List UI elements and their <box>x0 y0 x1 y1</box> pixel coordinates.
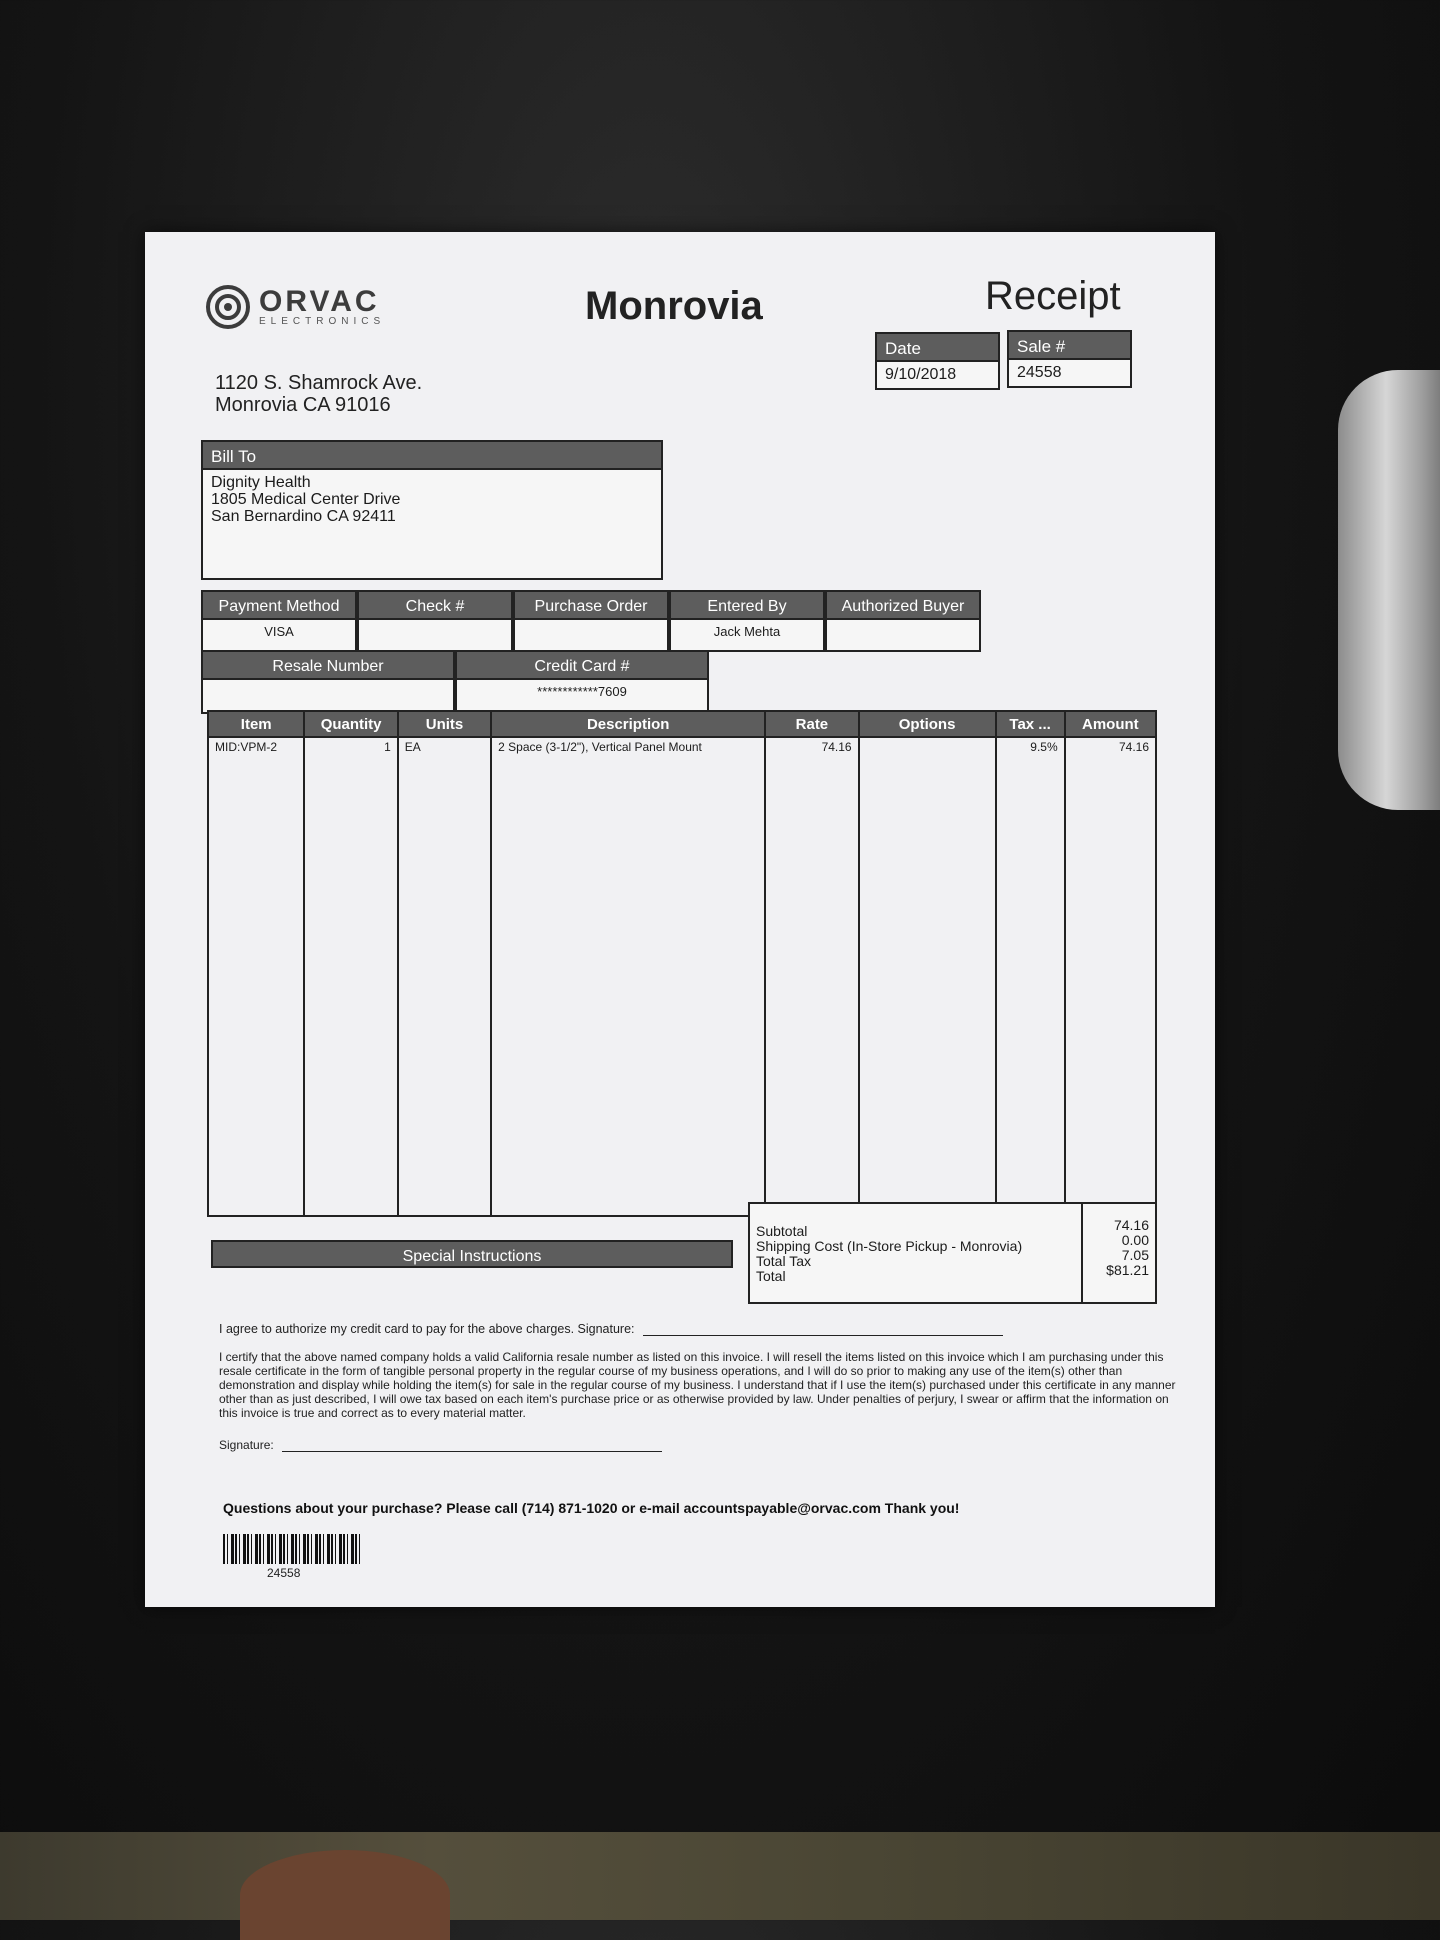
totals-labels <box>750 1204 1083 1302</box>
payment-method-header: Payment Method <box>201 590 357 620</box>
check-number-col <box>357 590 513 652</box>
date-label: Date <box>875 332 1000 362</box>
certification-signature <box>219 1438 662 1452</box>
tax-value: 7.05 <box>1121 1247 1149 1263</box>
item-amount: 74.16 <box>1065 737 1156 756</box>
resale-grid <box>201 650 709 714</box>
certification-text: I certify that the above named company holds a valid California resale number as listed on this invoice. I will resell the items listed on this invoice which I am purchasing under this resale certificate in the form of tangible personal property in the regular course of my business operations, and I will do so prior to making any use of the item(s) other than demonstration and display while holding the item(s) for sale in the regular course of my business. I understand that if I use the item(s) purchased under this certificate in any manner other than as just described, I will owe tax based on each item's purchase price or as otherwise provided by law. Under penalties of perjury, I swear or affirm that the information on this invoice is true and correct as to every material matter. <box>219 1350 1176 1420</box>
address-line-2: Monrovia CA 91016 <box>215 394 391 416</box>
sale-number-box <box>1007 330 1132 388</box>
authorization-signature-line <box>643 1335 1003 1336</box>
special-instructions <box>211 1240 733 1268</box>
authorization-text: I agree to authorize my credit card to pay for the above charges. Signature: <box>219 1322 635 1336</box>
purchase-order-value <box>513 620 669 652</box>
logo-wordmark: ORVAC <box>259 284 380 318</box>
totals-box <box>748 1202 1157 1304</box>
questions-footer: Questions about your purchase? Please call (714) 871-1020 or e-mail accountspayable@orvac.com Thank you! <box>223 1500 960 1516</box>
authorized-buyer-value <box>825 620 981 652</box>
subtotal-value: 74.16 <box>1113 1217 1149 1233</box>
barcode-number: 24558 <box>267 1566 301 1580</box>
total-value: $81.21 <box>1106 1262 1149 1278</box>
signature-label: Signature: <box>219 1438 274 1452</box>
check-number-value <box>357 620 513 652</box>
company-address <box>215 372 422 416</box>
item-tax: 9.5% <box>996 737 1065 756</box>
purchase-order-col <box>513 590 669 652</box>
entered-by-header: Entered By <box>669 590 825 620</box>
bill-to-label: Bill To <box>201 440 663 470</box>
col-header-tax: Tax ... <box>996 711 1065 737</box>
item-description: 2 Space (3-1/2"), Vertical Panel Mount <box>491 737 765 756</box>
floor-background <box>0 1832 1440 1920</box>
entered-by-col <box>669 590 825 652</box>
credit-card-header: Credit Card # <box>455 650 709 680</box>
authorized-buyer-header: Authorized Buyer <box>825 590 981 620</box>
company-logo <box>205 284 385 330</box>
col-header-item: Item <box>208 711 304 737</box>
col-header-options: Options <box>859 711 996 737</box>
col-header-amount: Amount <box>1065 711 1156 737</box>
table-row <box>208 737 1156 756</box>
shipping-value: 0.00 <box>1121 1232 1149 1248</box>
metal-object <box>1338 370 1440 810</box>
authorized-buyer-col <box>825 590 981 652</box>
shipping-label: Shipping Cost (In-Store Pickup - Monrovia) <box>756 1238 1023 1254</box>
item-options <box>859 737 996 756</box>
col-header-description: Description <box>491 711 765 737</box>
check-number-header: Check # <box>357 590 513 620</box>
tax-label: Total Tax <box>756 1253 811 1269</box>
item-rate: 74.16 <box>765 737 858 756</box>
total-label: Total <box>756 1268 786 1284</box>
payment-method-col <box>201 590 357 652</box>
sale-number-label: Sale # <box>1007 330 1132 360</box>
totals-values <box>1083 1204 1155 1302</box>
table-header-row <box>208 711 1156 737</box>
logo-subtitle: ELECTRONICS <box>259 315 386 327</box>
barcode <box>223 1534 363 1564</box>
col-header-quantity: Quantity <box>304 711 397 737</box>
special-instructions-label: Special Instructions <box>211 1240 733 1268</box>
credit-card-value: ************7609 <box>455 680 709 714</box>
certification-signature-line <box>282 1451 662 1452</box>
item-units: EA <box>398 737 491 756</box>
purchase-order-header: Purchase Order <box>513 590 669 620</box>
shoe <box>240 1850 450 1940</box>
bill-to-address <box>201 470 663 580</box>
sale-number-value: 24558 <box>1007 360 1132 388</box>
item-quantity: 1 <box>304 737 397 756</box>
payment-method-value: VISA <box>201 620 357 652</box>
resale-number-header: Resale Number <box>201 650 455 680</box>
item-code: MID:VPM-2 <box>208 737 304 756</box>
subtotal-label: Subtotal <box>756 1223 808 1239</box>
date-value: 9/10/2018 <box>875 362 1000 390</box>
col-header-rate: Rate <box>765 711 858 737</box>
orvac-logo-icon <box>205 284 251 330</box>
col-header-units: Units <box>398 711 491 737</box>
address-line-1: 1120 S. Shamrock Ave. <box>215 372 423 394</box>
payment-grid <box>201 590 981 652</box>
receipt-paper <box>145 232 1215 1607</box>
table-empty-space <box>208 756 1156 1216</box>
bill-to-box <box>201 440 663 580</box>
date-box <box>875 332 1000 390</box>
credit-card-col <box>455 650 709 714</box>
authorization-statement <box>219 1322 1003 1336</box>
entered-by-value: Jack Mehta <box>669 620 825 652</box>
bill-to-line-1: Dignity Health <box>211 474 311 491</box>
resale-number-col <box>201 650 455 714</box>
line-items-table <box>207 710 1157 1217</box>
document-title: Receipt <box>985 274 1121 318</box>
store-name: Monrovia <box>585 284 763 328</box>
bill-to-line-2: 1805 Medical Center Drive <box>211 491 401 508</box>
resale-number-value <box>201 680 455 714</box>
bill-to-line-3: San Bernardino CA 92411 <box>211 508 396 525</box>
